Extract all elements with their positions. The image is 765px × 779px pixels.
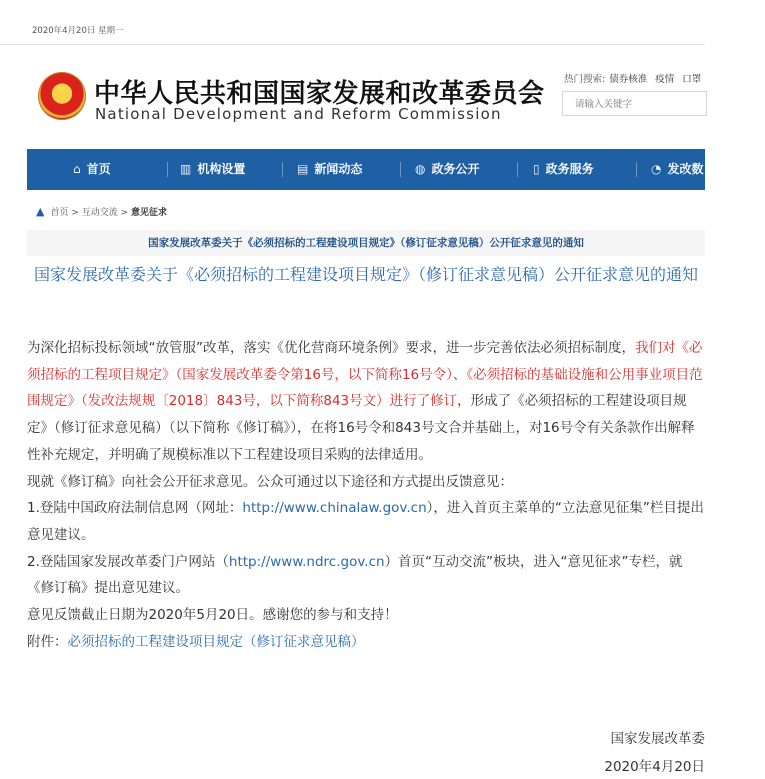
signature: 国家发展改革委 [610, 731, 705, 747]
site-name-cn[interactable]: 中华人民共和国国家发展和改革委员会 [94, 79, 545, 109]
intro-text: 为深化招标投标领域“放管服”改革，落实《优化营商环境条例》要求，进一步完善依法必须招标制度， [27, 340, 635, 356]
top-bar [0, 0, 705, 45]
nav-item-news[interactable] [297, 149, 362, 190]
ndrc-link[interactable]: http://www.ndrc.gov.cn [228, 553, 385, 570]
site-name-en[interactable]: National Development and Reform Commission [95, 105, 502, 123]
nav-item-label: 政务服务 [545, 162, 594, 176]
breadcrumb-separator: > [68, 208, 82, 218]
paragraph-attachment [27, 629, 705, 656]
nav-divider [282, 162, 283, 177]
national-emblem-icon[interactable]: ★ [38, 72, 86, 120]
channel-1-text: 1.登陆中国政府法制信息网（网址： [27, 500, 243, 517]
nav-item-home[interactable] [73, 149, 111, 190]
article-body [27, 335, 705, 655]
hot-search-label: 热门搜索: [564, 74, 606, 85]
intro-text-cont: ，形成了《必须招标的工程建设项目规定》（修订征求意见稿）（以下简称《修订稿》），在将16号令和843号文合并基础上，对16号令有关条款作出解释性补充规定，并明确了规模标准以下工程建设项目采购的法律适用。 [27, 393, 695, 463]
paragraph-intro [27, 335, 705, 469]
chinalaw-link[interactable]: http://www.chinalaw.gov.cn [242, 500, 427, 517]
nav-item-label: 政务公开 [431, 162, 480, 176]
breadcrumb-separator: > [117, 208, 132, 218]
breadcrumb [36, 205, 167, 218]
home-icon: ⌂ [73, 162, 81, 176]
nav-item-data[interactable] [651, 149, 704, 190]
search-box[interactable] [562, 91, 707, 116]
breadcrumb-home[interactable]: 首页 [50, 208, 69, 218]
nav-item-organization[interactable] [180, 149, 245, 190]
attachment-label: 附件： [27, 633, 68, 650]
nav-item-label: 发改数 [667, 162, 704, 176]
signature-date: 2020年4月20日 [604, 759, 705, 775]
nav-item-label: 首页 [86, 162, 111, 176]
nav-divider [400, 162, 401, 177]
nav-item-label: 机构设置 [197, 162, 246, 176]
nav-divider [517, 162, 518, 177]
document-icon: ▤ [297, 162, 309, 176]
search-input[interactable] [575, 94, 700, 115]
current-date: 2020年4月20日 星期一 [32, 26, 124, 36]
nav-item-services[interactable] [533, 149, 594, 190]
broadcast-icon: ◍ [415, 162, 426, 176]
hot-search [564, 71, 709, 85]
article-title: 国家发展改革委关于《必须招标的工程建设项目规定》（修订征求意见稿）公开征求意见的通知 [33, 265, 698, 284]
home-icon[interactable]: ▲ [36, 205, 45, 218]
channel-2-text-cont: ）首页“互动交流”板块，进入“意见征求”专栏，就《修订稿》提出意见建议。 [27, 553, 683, 597]
article-banner-title: 国家发展改革委关于《必须招标的工程建设项目规定》（修订征求意见稿）公开征求意见的通知 [27, 230, 705, 256]
channel-1-text-cont: ），进入首页主菜单的“立法意见征集”栏目提出意见建议。 [27, 500, 704, 543]
paragraph-deadline: 意见反馈截止日期为2020年5月20日。感谢您的参与和支持！ [27, 607, 398, 624]
attachment-link[interactable]: 必须招标的工程建设项目规定（修订征求意见稿） [67, 633, 365, 650]
nav-item-label: 新闻动态 [314, 162, 363, 176]
nav-divider [636, 162, 637, 177]
nav-item-gov-affairs[interactable] [415, 149, 480, 190]
nav-divider [167, 162, 168, 177]
site-header [0, 45, 705, 149]
highlighted-text: 我们对《必须招标的工程项目规定》（国家发展改革委令第16号，以下简称16号令）、《必须招标的基础设施和公用事业项目范围规定》（发改法规规〔2018〕843号，以下简称843号文）进行了修订 [27, 340, 703, 410]
channel-2-text: 2.登陆国家发展改革委门户网站（ [27, 553, 229, 570]
chart-icon: ◔ [651, 162, 662, 176]
paragraph-channel-1 [27, 495, 705, 548]
hot-keyword[interactable]: 疫情 [655, 74, 675, 85]
breadcrumb-current[interactable]: 意见征求 [131, 208, 168, 218]
paragraph-channel-2 [27, 549, 705, 602]
hot-keyword[interactable]: 口罩 [682, 74, 702, 85]
paragraph-solicitation: 现就《修订稿》向社会公开征求意见。公众可通过以下途径和方式提出反馈意见： [27, 473, 513, 490]
building-icon: ▥ [180, 162, 192, 176]
breadcrumb-section[interactable]: 互动交流 [81, 208, 118, 218]
main-nav [27, 149, 705, 190]
hot-keyword[interactable]: 债券核准 [609, 74, 648, 85]
service-icon: ▯ [533, 162, 540, 176]
